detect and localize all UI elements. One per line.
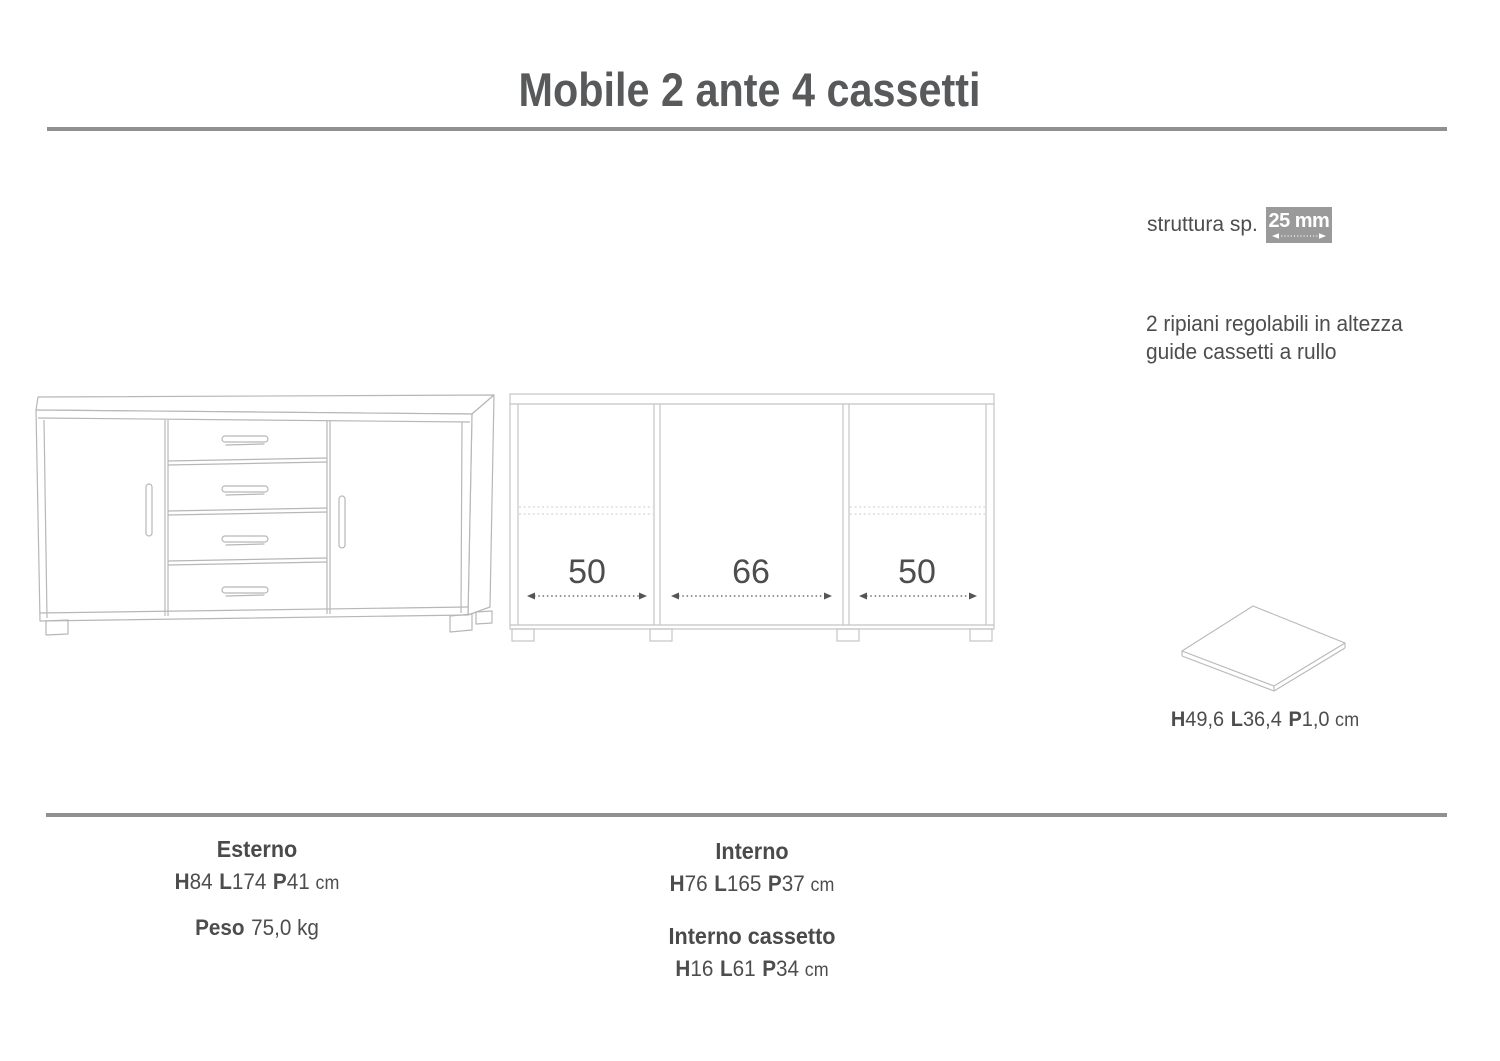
internal-specs [611, 838, 893, 982]
bottom-divider [46, 813, 1447, 817]
shelf-dimensions: H49,6 L36,4 P1,0 cm [1170, 708, 1360, 731]
external-dimensions: H84 L174 P41 cm [174, 869, 340, 894]
page-title-text: Mobile 2 ante 4 cassetti [518, 63, 982, 116]
feature-line-1: 2 ripiani regolabili in altezza [1146, 311, 1403, 336]
external-specs-heading: Esterno [216, 836, 298, 862]
internal-width-label-center: 66 [732, 553, 770, 591]
internal-feet [512, 629, 992, 641]
drawer-dimensions-line: H16 L61 P34 cm [675, 956, 829, 981]
thickness-value: 25 mm [1268, 209, 1330, 232]
internal-dimensions-line: H76 L165 P37 cm [669, 871, 835, 896]
cabinet-front-drawing [36, 395, 494, 635]
weight-line: Peso 75,0 kg [195, 915, 319, 940]
shelf-top-face [1182, 606, 1345, 686]
cabinet-internal-drawing [510, 394, 994, 641]
internal-specs-heading: Interno [715, 838, 789, 864]
internal-outline [510, 394, 994, 629]
drawer-specs-heading: Interno cassetto [668, 923, 836, 949]
internal-width-label-left: 50 [568, 553, 606, 591]
shelf-panel-drawing [1182, 606, 1345, 691]
external-specs [116, 836, 398, 941]
feature-line-2: guide cassetti a rullo [1146, 339, 1337, 364]
thickness-label: struttura sp. [1147, 213, 1258, 236]
internal-width-label-right: 50 [898, 553, 936, 591]
